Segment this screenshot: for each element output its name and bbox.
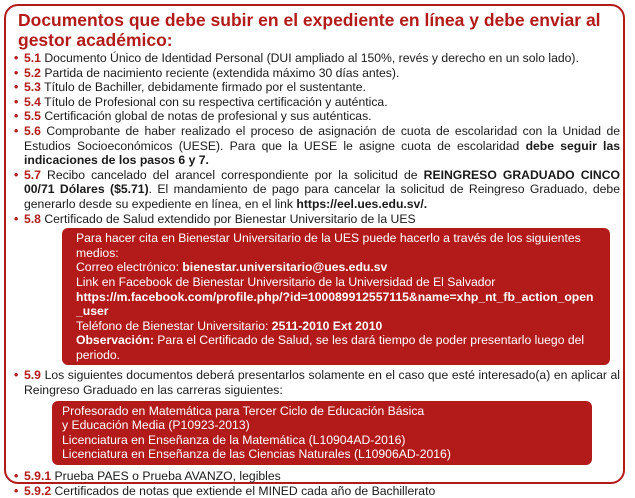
careers-box xyxy=(52,401,592,465)
phone-label: Teléfono de Bienestar Universitario: xyxy=(76,318,269,333)
career-line: y Educación Media (P10923-2013) xyxy=(62,418,250,433)
list-item-5-7 xyxy=(14,168,620,212)
observation-line xyxy=(76,333,600,362)
observation-label: Observación: xyxy=(76,333,154,348)
bullet-icon: • xyxy=(14,167,19,182)
item-number: 5.9.2 xyxy=(24,483,52,498)
item-text: Los siguientes documentos deberá presentarlos solamente en el caso que esté interesado(a) en aplicar al Reingreso Graduado en las carreras siguientes: xyxy=(24,368,620,398)
observation-text: Para el Certificado de Salud, se les dará tiempo de poder presentarlo luego del periodo. xyxy=(76,333,585,362)
page-title: Documentos que debe subir en el expediente en línea y debe enviar al gestor académico: xyxy=(18,10,601,50)
item-number: 5.4 xyxy=(24,94,41,109)
item-bold-text: debe seguir las indicaciones de los pasos 6 y 7. xyxy=(24,138,620,168)
list-item-5-1 xyxy=(14,51,620,66)
list-item-5-9-2 xyxy=(14,484,620,498)
career-line: Profesorado en Matemática para Tercer Ciclo de Educación Básica xyxy=(62,403,425,418)
item-text: Recibo cancelado del arancel correspondiente por la solicitud de xyxy=(47,167,418,182)
item-text: Documento Único de Identidad Personal (DUI ampliado al 150%, revés y derecho en un solo lado). xyxy=(44,51,579,65)
item-text: Partida de nacimiento reciente (extendida máximo 30 días antes). xyxy=(44,65,400,80)
item-number: 5.2 xyxy=(24,65,41,80)
list-item-5-4 xyxy=(14,95,620,110)
facebook-link[interactable]: https://m.facebook.com/profile.php/?id=100089912557115&name=xhp_nt_fb_action_open_user xyxy=(76,289,594,319)
list-item-5-2 xyxy=(14,66,620,81)
item-text: Título de Bachiller, debidamente firmado por el sustentante. xyxy=(44,80,366,95)
item-text: Prueba PAES o Prueba AVANZO, legibles xyxy=(54,469,281,484)
item-text: . El mandamiento de pago para cancelar la solicitud de Reingreso Graduado, debe generarlo desde su expediente en línea, en el link xyxy=(24,182,620,211)
item-text: Certificados de notas que extiende el MINED cada año de Bachillerato xyxy=(54,483,436,498)
career-line: Licenciatura en Enseñanza de la Matemática (L10904AD-2016) xyxy=(62,432,406,447)
item-number: 5.9 xyxy=(24,368,41,383)
bullet-icon: • xyxy=(14,211,19,226)
phone-line xyxy=(76,319,600,334)
bullet-icon: • xyxy=(14,368,19,383)
health-info-box xyxy=(62,228,610,365)
list-item-5-8 xyxy=(14,212,620,227)
list-item-5-3 xyxy=(14,80,620,95)
item-number: 5.3 xyxy=(24,80,41,95)
bullet-icon: • xyxy=(14,65,19,80)
health-intro: Para hacer cita en Bienestar Universitario de la UES puede hacerlo a través de los siguientes medios: xyxy=(76,231,581,260)
facebook-label: Link en Facebook de Bienestar Universitario de la Universidad de El Salvador xyxy=(76,274,496,289)
bullet-icon: • xyxy=(14,109,19,124)
list-item-5-9-1 xyxy=(14,469,620,484)
item-text: Comprobante de haber realizado el proceso de asignación de cuota de escolaridad con la Unidad de Estudios Socioeconómicos (UESE). Para que la UESE le asigne cuota de escolaridad xyxy=(24,123,620,153)
item-text: Título de Profesional con su respectiva certificación y auténtica. xyxy=(44,94,388,109)
item-number: 5.1 xyxy=(24,51,41,65)
documents-list xyxy=(14,51,620,498)
list-item-5-6 xyxy=(14,124,620,168)
list-item-5-5 xyxy=(14,109,620,124)
phone-value: 2511-2010 Ext 2010 xyxy=(271,318,383,333)
item-number: 5.7 xyxy=(24,167,41,182)
fee-amount: REINGRESO GRADUADO CINCO 00/71 Dólares ($5.71) xyxy=(24,167,621,197)
email-link[interactable]: bienestar.universitario@ues.edu.sv xyxy=(182,260,388,275)
bullet-icon: • xyxy=(14,51,19,65)
bullet-icon: • xyxy=(14,80,19,95)
email-label: Correo electrónico: xyxy=(76,260,179,275)
item-number: 5.5 xyxy=(24,109,41,124)
item-number: 5.6 xyxy=(24,123,41,138)
item-number: 5.9.1 xyxy=(24,469,52,484)
bullet-icon: • xyxy=(14,123,19,138)
item-number: 5.8 xyxy=(24,211,41,226)
item-text: Certificación global de notas de profesional y sus auténticas. xyxy=(44,109,372,124)
list-item-5-9 xyxy=(14,368,620,397)
item-text: Certificado de Salud extendido por Bienestar Universitario de la UES xyxy=(44,211,416,226)
bullet-icon: • xyxy=(14,94,19,109)
expediente-link[interactable]: https://eel.ues.edu.sv/. xyxy=(296,196,428,211)
bullet-icon: • xyxy=(14,469,19,484)
email-line xyxy=(76,260,600,275)
career-line: Licenciatura en Enseñanza de las Ciencias Naturales (L10906AD-2016) xyxy=(62,447,451,462)
bullet-icon: • xyxy=(14,483,19,498)
